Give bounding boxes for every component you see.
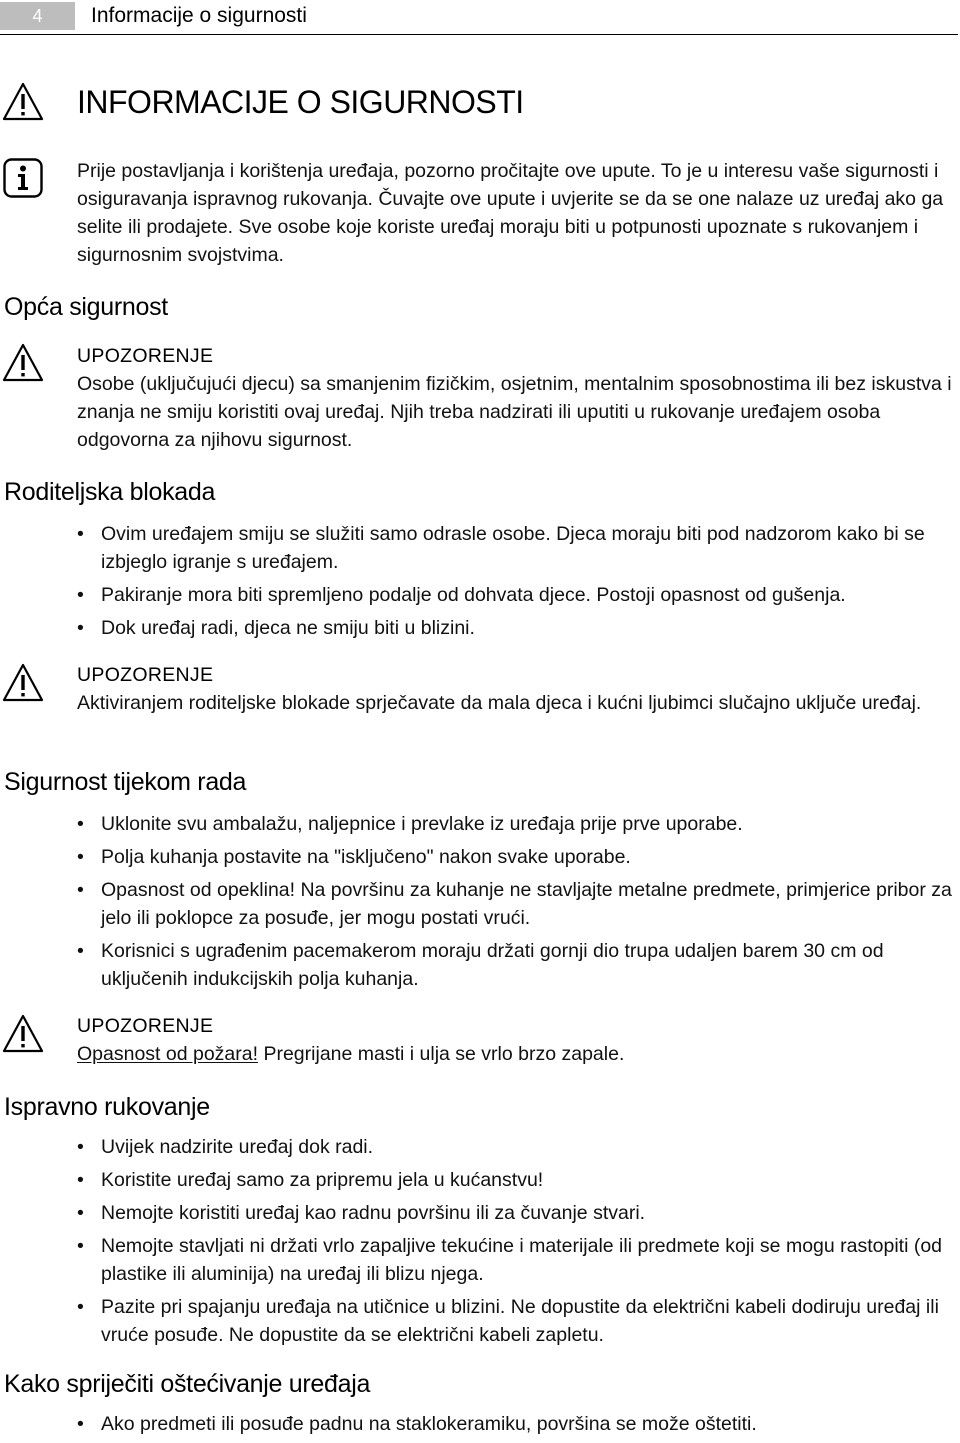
section-heading-general-safety: Opća sigurnost [4, 293, 168, 321]
list-item: • Ovim uređajem smiju se služiti samo odrasle osobe. Djeca moraju biti pod nadzorom kako bi se izbjeglo igranje s uređajem. [77, 520, 957, 576]
warning-text [77, 1040, 955, 1068]
correct-use-list [77, 1133, 957, 1354]
list-item: • Ako predmeti ili posuđe padnu na staklokeramiku, površina se može oštetiti. [77, 1410, 957, 1438]
warning-icon [2, 663, 44, 703]
warning-label: UPOZORENJE [77, 664, 214, 686]
list-item: • Koristite uređaj samo za pripremu jela u kućanstvu! [77, 1166, 957, 1194]
header-divider [0, 34, 958, 35]
info-icon [3, 158, 43, 198]
warning-icon [2, 343, 44, 383]
operation-safety-list [77, 810, 957, 998]
list-item: • Pakiranje mora biti spremljeno podalje od dohvata djece. Postoji opasnost od gušenja. [77, 581, 957, 609]
warning-icon [2, 1014, 44, 1054]
fire-hazard-lead: Opasnost od požara! [77, 1043, 259, 1065]
list-item: • Nemojte koristiti uređaj kao radnu površinu ili za čuvanje stvari. [77, 1199, 957, 1227]
list-item: • Uklonite svu ambalažu, naljepnice i prevlake iz uređaja prije prve uporabe. [77, 810, 957, 838]
header-title: Informacije o sigurnosti [91, 4, 307, 27]
warning-icon [2, 82, 44, 122]
section-heading-damage-prevention: Kako spriječiti oštećivanje uređaja [4, 1370, 371, 1398]
list-item: • Polja kuhanja postavite na "isključeno" nakon svake uporabe. [77, 843, 957, 871]
list-item: • Opasnost od opeklina! Na površinu za kuhanje ne stavljajte metalne predmete, primjerice pribor za jelo ili poklopce za posuđe, jer mogu postati vrući. [77, 876, 957, 932]
warning-text: Aktiviranjem roditeljske blokade sprječavate da mala djeca i kućni ljubimci slučajno uključe uređaj. [77, 692, 922, 714]
section-heading-operation-safety: Sigurnost tijekom rada [4, 768, 247, 796]
list-item: • Uvijek nadzirite uređaj dok radi. [77, 1133, 957, 1161]
list-item: • Nemojte stavljati ni držati vrlo zapaljive tekućine i materijale ili predmete koji se mogu rastopiti (od plastike ili aluminija) na uređaj ili blizu njega. [77, 1232, 957, 1288]
page-number: 4 [0, 2, 75, 30]
section-heading-correct-use: Ispravno rukovanje [4, 1093, 210, 1121]
warning-label: UPOZORENJE [77, 1015, 214, 1037]
list-item: • Pazite pri spajanju uređaja na utičnice u blizini. Ne dopustite da električni kabeli dodiruju uređaj ili vruće posuđe. Ne dopustite da se električni kabeli zapletu. [77, 1293, 957, 1349]
section-heading-child-lock: Roditeljska blokada [4, 478, 216, 506]
page-title: INFORMACIJE O SIGURNOSTI [77, 84, 524, 120]
intro-paragraph: Prije postavljanja i korištenja uređaja, pozorno pročitajte ove upute. To je u interesu vaše sigurnosti i osiguravanja ispravnog rukovanja. Čuvajte ove upute i uvjerite se da se one nalaze uz uređaj ako ga selite ili prodajete. Sve osobe koje koriste uređaj moraju biti u potpunosti upoznate s rukovanjem i sigurnosnim svojstvima. [77, 160, 944, 266]
damage-prevention-list [77, 1410, 957, 1443]
page-header [0, 0, 960, 38]
fire-hazard-text: Pregrijane masti i ulja se vrlo brzo zapale. [258, 1043, 625, 1065]
list-item: • Korisnici s ugrađenim pacemakerom moraju držati gornji dio trupa udaljen barem 30 cm od uključenih indukcijskih polja kuhanja. [77, 937, 957, 993]
warning-label: UPOZORENJE [77, 345, 214, 367]
warning-text: Osobe (uključujući djecu) sa smanjenim fizičkim, osjetnim, mentalnim sposobnostima ili bez iskustva i znanja ne smiju koristiti ovaj uređaj. Njih treba nadzirati ili uputiti u rukovanje uređajem osoba odgovorna za njihovu sigurnost. [77, 373, 952, 451]
child-lock-list [77, 520, 957, 647]
list-item: • Dok uređaj radi, djeca ne smiju biti u blizini. [77, 614, 957, 642]
